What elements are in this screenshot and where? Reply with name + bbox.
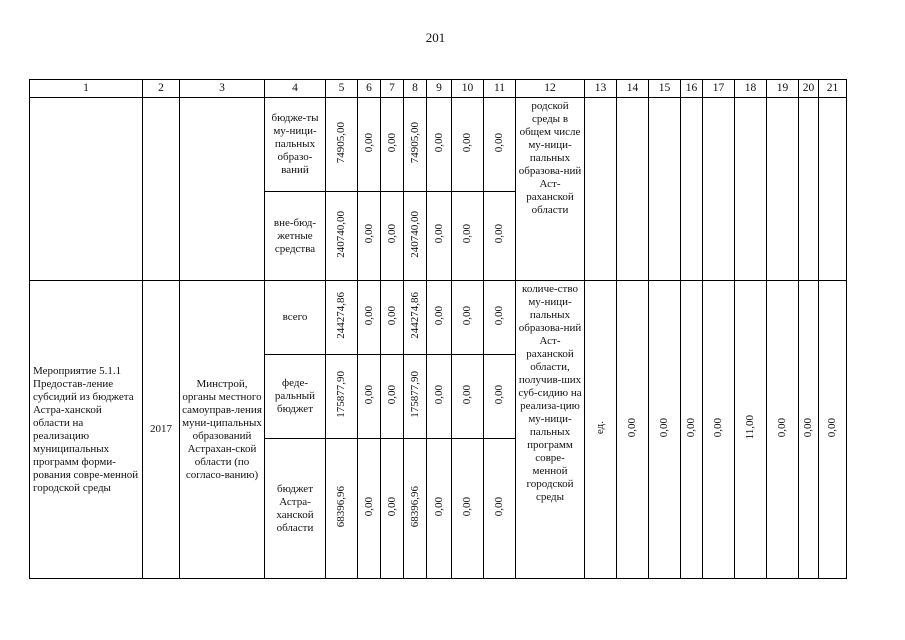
table-row [30, 98, 847, 192]
amount-cell [326, 98, 358, 192]
year-cell: 2017 [143, 281, 180, 579]
header-cell: 2 [143, 80, 180, 98]
amount-cell [404, 355, 427, 439]
header-cell: 7 [381, 80, 404, 98]
amount-cell [326, 355, 358, 439]
program-table [29, 79, 847, 579]
header-cell: 12 [516, 80, 585, 98]
amount-cell [484, 98, 516, 192]
funding-source-cell: бюдже-ты му-ници-пальных образо-ваний [265, 98, 326, 192]
amount-cell [427, 355, 452, 439]
indicator-value: 0,00 [626, 417, 638, 438]
header-cell: 13 [585, 80, 617, 98]
unit-value: ед. [594, 420, 606, 435]
indicator-text: количе-ство му-ници-пальных образова-ний Аст-раханской области, получив-ших суб-сидию на реализа-цию му-ници-пальных программ совре-менной городской среды [518, 283, 582, 503]
amount-value: 244274,86 [335, 292, 347, 339]
indicator-value: 0,00 [802, 417, 814, 438]
amount-cell [404, 281, 427, 355]
amount-value: 175877,90 [335, 371, 347, 418]
indicator-cell [516, 281, 585, 579]
header-cell: 4 [265, 80, 326, 98]
amount-value: 0,00 [461, 305, 473, 326]
header-cell: 10 [452, 80, 484, 98]
amount-value: 244274,86 [408, 292, 421, 339]
amount-cell [452, 355, 484, 439]
amount-cell [452, 98, 484, 192]
amount-value: 0,00 [385, 224, 398, 244]
value-cell [617, 98, 649, 281]
indicator-value: 0,00 [826, 417, 838, 438]
funding-source-cell: бюджет Астра-ханской области [265, 439, 326, 579]
header-cell: 20 [799, 80, 819, 98]
event-cell [30, 98, 143, 281]
table-row [30, 281, 847, 355]
funding-source-cell: феде-ральный бюджет [265, 355, 326, 439]
amount-cell [326, 192, 358, 281]
value-cell [681, 98, 703, 281]
value-cell [735, 281, 767, 579]
header-cell: 18 [735, 80, 767, 98]
header-cell: 14 [617, 80, 649, 98]
amount-cell [484, 439, 516, 579]
amount-value: 0,00 [385, 132, 398, 153]
value-cell [735, 98, 767, 281]
amount-cell [381, 192, 404, 281]
unit-cell [585, 281, 617, 579]
amount-value: 0,00 [385, 305, 398, 326]
amount-value: 0,00 [432, 224, 445, 244]
indicator-value: 11,00 [744, 415, 756, 440]
amount-value: 0,00 [461, 496, 473, 517]
amount-value: 0,00 [362, 384, 375, 405]
funding-source-cell: всего [265, 281, 326, 355]
amount-value: 0,00 [362, 132, 375, 153]
amount-cell [358, 98, 381, 192]
event-cell: Мероприятие 5.1.1 Предостав-ление субсидий из бюджета Астра-ханской области на реализацию муниципальных программ форми-рования совре-менной городской среды [30, 281, 143, 579]
value-cell [703, 281, 735, 579]
amount-cell [381, 281, 404, 355]
amount-value: 68396,96 [335, 485, 347, 528]
header-cell: 1 [30, 80, 143, 98]
amount-value: 0,00 [461, 384, 473, 405]
amount-cell [326, 281, 358, 355]
page-number: 201 [425, 30, 446, 45]
value-cell [649, 281, 681, 579]
amount-cell [452, 281, 484, 355]
amount-cell [358, 281, 381, 355]
amount-value: 0,00 [385, 384, 398, 405]
value-cell [649, 98, 681, 281]
indicator-value: 0,00 [658, 417, 670, 438]
amount-cell [358, 439, 381, 579]
header-cell: 17 [703, 80, 735, 98]
amount-cell [452, 439, 484, 579]
value-cell [767, 281, 799, 579]
amount-value: 74905,00 [408, 121, 421, 164]
amount-value: 74905,00 [335, 121, 347, 164]
amount-value: 175877,90 [408, 371, 421, 418]
amount-cell [427, 439, 452, 579]
amount-cell [484, 355, 516, 439]
amount-cell [404, 98, 427, 192]
value-cell [703, 98, 735, 281]
indicator-text: родской среды в общем числе му-ници-пальных образова-ний Аст-раханской области [518, 100, 582, 216]
amount-value: 0,00 [493, 132, 505, 153]
amount-cell [381, 439, 404, 579]
indicator-value: 0,00 [685, 417, 697, 438]
header-cell: 8 [404, 80, 427, 98]
value-cell [799, 98, 819, 281]
value-cell [767, 98, 799, 281]
amount-cell [358, 192, 381, 281]
amount-value: 0,00 [493, 496, 505, 517]
header-cell: 11 [484, 80, 516, 98]
indicator-value: 0,00 [712, 417, 724, 438]
executor-cell [180, 98, 265, 281]
amount-value: 0,00 [461, 132, 473, 153]
amount-value: 0,00 [493, 305, 505, 326]
indicator-value: 0,00 [776, 417, 788, 438]
indicator-cell [516, 98, 585, 281]
value-cell [799, 281, 819, 579]
amount-value: 0,00 [385, 496, 398, 517]
header-row [30, 80, 847, 98]
amount-cell [326, 439, 358, 579]
header-cell: 6 [358, 80, 381, 98]
amount-value: 0,00 [432, 305, 445, 326]
executor-cell: Минстрой, органы местного самоуправ-ления муни-ципальных образований Астрахан-ской области (по согласо-ванию) [180, 281, 265, 579]
value-cell [819, 281, 847, 579]
amount-value: 0,00 [362, 496, 375, 517]
amount-value: 0,00 [493, 224, 505, 244]
amount-cell [381, 98, 404, 192]
header-cell: 21 [819, 80, 847, 98]
amount-value: 0,00 [493, 384, 505, 405]
header-cell: 16 [681, 80, 703, 98]
amount-cell [404, 192, 427, 281]
amount-value: 0,00 [362, 305, 375, 326]
amount-value: 240740,00 [335, 210, 347, 258]
amount-cell [484, 192, 516, 281]
year-cell [143, 98, 180, 281]
amount-cell [358, 355, 381, 439]
amount-cell [381, 355, 404, 439]
amount-cell [484, 281, 516, 355]
amount-value: 68396,96 [408, 485, 421, 528]
amount-value: 0,00 [362, 224, 375, 244]
amount-value: 240740,00 [408, 210, 421, 258]
amount-cell [452, 192, 484, 281]
value-cell [681, 281, 703, 579]
value-cell [819, 98, 847, 281]
header-cell: 15 [649, 80, 681, 98]
amount-cell [427, 192, 452, 281]
header-cell: 9 [427, 80, 452, 98]
header-cell: 5 [326, 80, 358, 98]
value-cell [617, 281, 649, 579]
header-cell: 19 [767, 80, 799, 98]
amount-value: 0,00 [432, 384, 445, 405]
amount-cell [404, 439, 427, 579]
unit-cell [585, 98, 617, 281]
amount-cell [427, 281, 452, 355]
amount-value: 0,00 [432, 132, 445, 153]
amount-value: 0,00 [461, 224, 473, 244]
amount-value: 0,00 [432, 496, 445, 517]
funding-source-cell: вне-бюд-жетные средства [265, 192, 326, 281]
header-cell: 3 [180, 80, 265, 98]
amount-cell [427, 98, 452, 192]
